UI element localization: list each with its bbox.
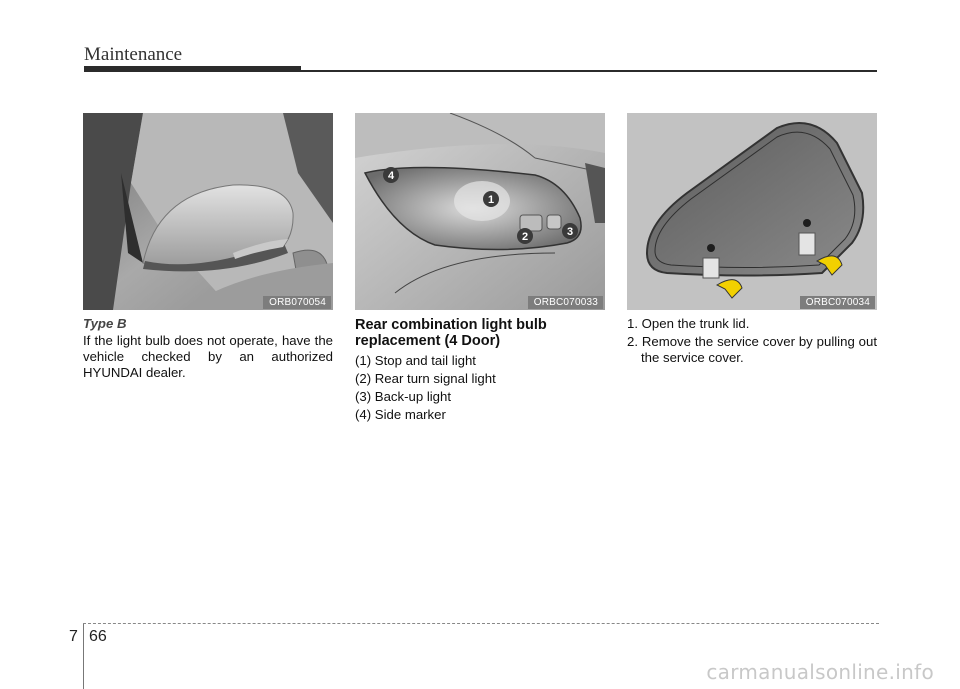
callout-1: 1 <box>487 194 495 206</box>
list-item: (1) Stop and tail light <box>355 353 476 368</box>
footer-rule <box>83 623 879 624</box>
chapter-number: 7 <box>69 628 78 645</box>
header-bar <box>84 66 301 72</box>
section-title: Rear combination light bulb replacement (4 Door) <box>355 317 547 349</box>
trunk-service-cover-icon <box>627 113 877 310</box>
figure-code: ORBC070034 <box>800 296 875 309</box>
figure-code: ORB070054 <box>263 296 331 309</box>
steps-list <box>627 316 877 366</box>
watermark: carmanualsonline.info <box>706 660 934 684</box>
page-number: 66 <box>89 628 107 645</box>
type-b-paragraph: If the light bulb does not operate, have the vehicle checked by an authorized HYUNDAI dealer. <box>83 333 333 380</box>
list-item: (3) Back-up light <box>355 389 452 404</box>
column-type-b <box>83 316 333 381</box>
callout-2: 2 <box>521 231 529 243</box>
callout-4: 4 <box>387 170 395 182</box>
list-item: 2. Remove the service cover by pulling out the service cover. <box>627 334 877 365</box>
bulb-list <box>355 353 605 423</box>
list-item: (4) Side marker <box>355 407 446 422</box>
rear-combination-light-icon <box>355 113 605 310</box>
list-item: 1. Open the trunk lid. <box>627 316 750 331</box>
side-mirror-icon <box>83 113 333 310</box>
figure-rear-combination-light <box>355 113 605 310</box>
column-steps <box>627 316 877 368</box>
subtitle-type-b: Type B <box>83 316 127 331</box>
figure-trunk-service-cover <box>627 113 877 310</box>
figure-side-mirror <box>83 113 333 310</box>
footer-divider <box>83 624 84 689</box>
callout-3: 3 <box>566 226 574 238</box>
figure-code: ORBC070033 <box>528 296 603 309</box>
page-header-title: Maintenance <box>84 44 183 65</box>
column-rear-combination <box>355 316 605 425</box>
header-rule <box>301 70 877 72</box>
list-item: (2) Rear turn signal light <box>355 371 496 386</box>
